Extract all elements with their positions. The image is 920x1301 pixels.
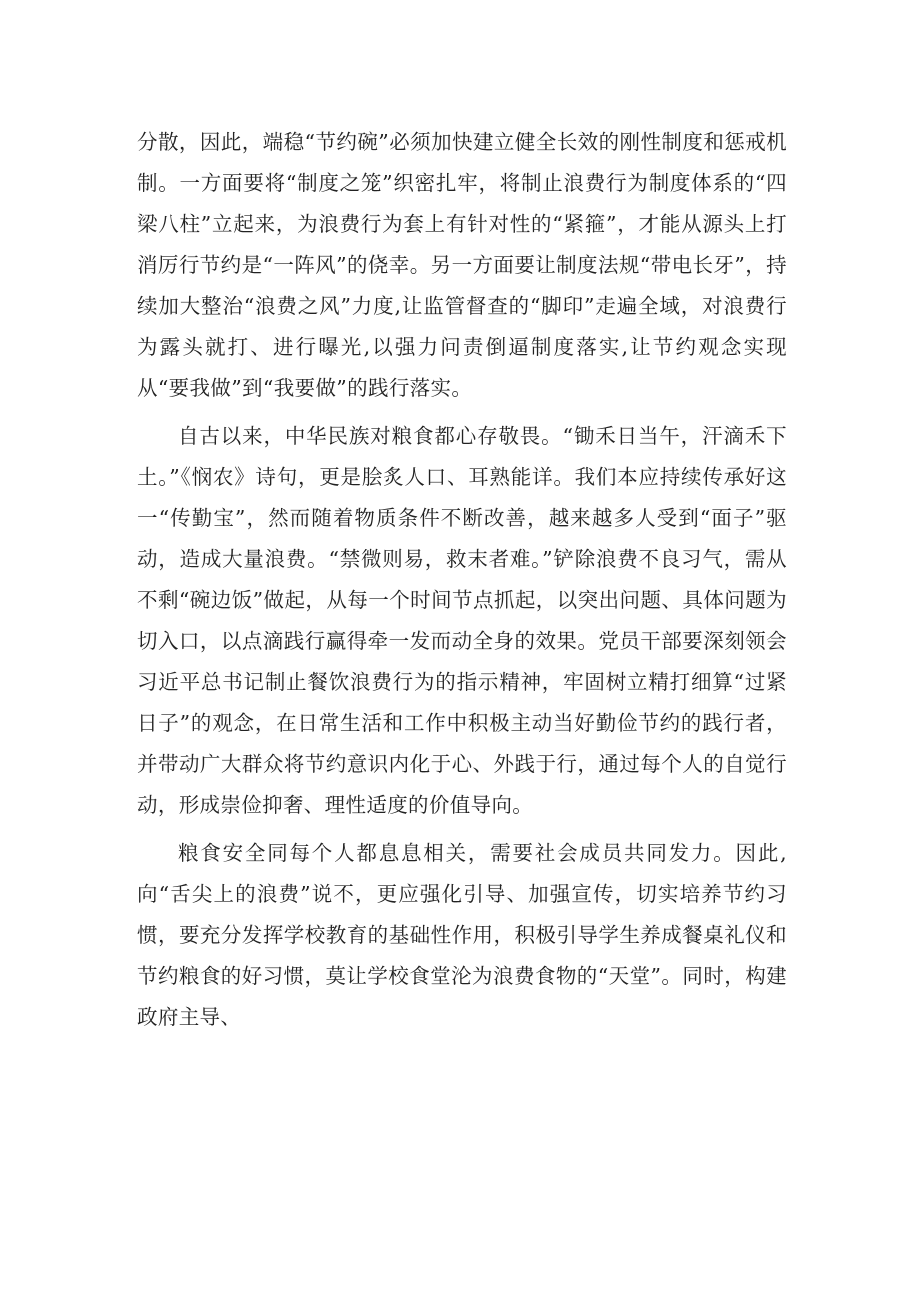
paragraph-1: 分散，因此，端稳“节约碗”必须加快建立健全长效的刚性制度和惩戒机制。一方面要将“制度之笼”织密扎牢，将制止浪费行为制度体系的“四梁八柱”立起来，为浪费行为套上有针对性的“紧箍”，才能从源头上打消厉行节约是“一阵风”的侥幸。另一方面要让制度法规“带电长牙”，持续加大整治“浪费之风”力度,让监管督查的“脚印”走遍全域，对浪费行为露头就打、进行曝光,以强力问责倒逼制度落实,让节约观念实现从“要我做”到“我要做”的践行落实。 <box>137 130 787 400</box>
paragraph-3: 粮食安全同每个人都息息相关，需要社会成员共同发力。因此,向“舌尖上的浪费”说不，更应强化引导、加强宣传，切实培养节约习惯，要充分发挥学校教育的基础性作用，积极引导学生养成餐桌礼仪和节约粮食的好习惯，莫让学校食堂沦为浪费食物的“天堂”。同时，构建政府主导、 <box>137 841 787 1029</box>
document-body <box>137 122 787 1045</box>
paragraph-2: 自古以来，中华民族对粮食都心存敬畏。“锄禾日当午，汗滴禾下土。”《悯农》诗句，更是脍炙人口、耳熟能详。我们本应持续传承好这一“传勤宝”，然而随着物质条件不断改善，越来越多人受到“面子”驱动，造成大量浪费。“禁微则易，救末者难。”铲除浪费不良习气，需从不剩“碗边饭”做起，从每一个时间节点抓起，以突出问题、具体问题为切入口，以点滴践行赢得牵一发而动全身的效果。党员干部要深刻领会习近平总书记制止餐饮浪费行为的指示精神，牢固树立精打细算“过紧日子”的观念，在日常生活和工作中积极主动当好勤俭节约的践行者，并带动广大群众将节约意识内化于心、外践于行，通过每个人的自觉行动，形成崇俭抑奢、理性适度的价值导向。 <box>137 424 787 817</box>
